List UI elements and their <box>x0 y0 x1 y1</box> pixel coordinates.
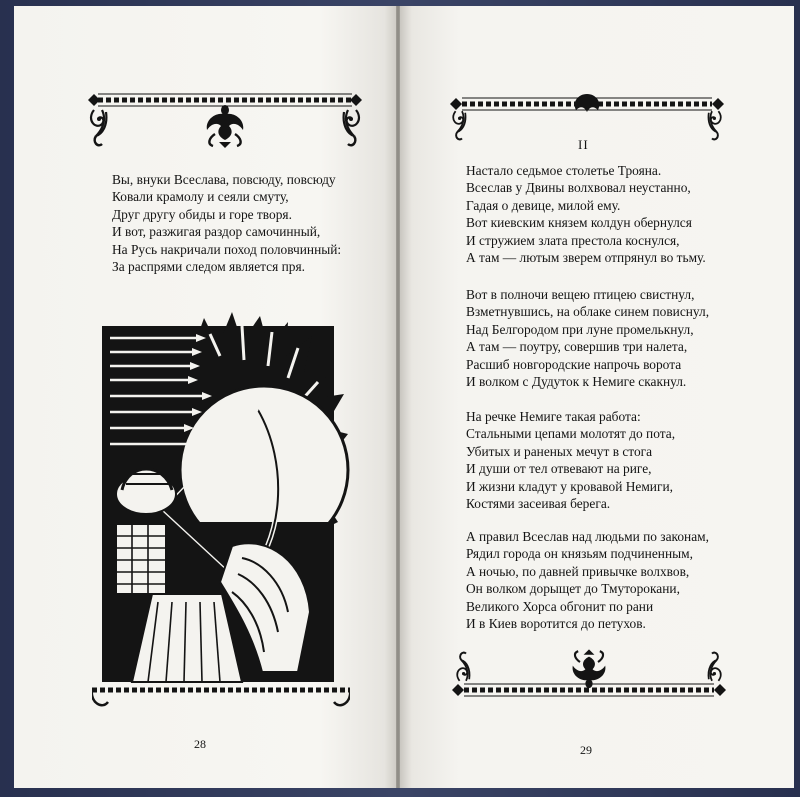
poem-line: И жизни кладут у кровавой Немиги, <box>466 478 673 494</box>
poem-line: А ночью, по давней привычке волхвов, <box>466 563 690 579</box>
page-number: 28 <box>194 737 206 751</box>
poem-stanza <box>112 171 341 275</box>
archer-illustration <box>92 312 350 714</box>
poem-line: Стальными цепами молотят до пота, <box>466 426 676 442</box>
poem-line: Костями засеивая берега. <box>466 496 611 512</box>
poem-line: За распрями следом является пря. <box>112 259 305 275</box>
top-ornament-left-page <box>80 90 370 156</box>
right-page <box>400 6 794 788</box>
poem-line: Настало седьмое столетье Трояна. <box>466 163 662 178</box>
poem-line: Гадая о девице, милой ему. <box>466 197 621 213</box>
poem-line: Ковали крамолу и сеяли смуту, <box>112 189 289 205</box>
poem-line: И в Киев воротится до петухов. <box>466 616 646 632</box>
poem-line: Друг другу обиды и горе творя. <box>112 206 292 222</box>
poem-line: Всеслав у Двины волхвовал неустанно, <box>466 180 691 196</box>
poem-line: Над Белгородом при луне промелькнул, <box>466 321 694 337</box>
poem-stanza <box>466 286 709 390</box>
poem-line: Взметнувшись, на облаке синем повиснул, <box>466 304 710 320</box>
chapter-number: II <box>578 137 589 152</box>
poem-line: И вот, разжигая раздор самочинный, <box>112 224 321 240</box>
poem-line: Вот в полночи вещею птицею свистнул, <box>466 287 695 302</box>
poem-line: А там — лютым зверем отпрянул во тьму. <box>466 250 706 266</box>
poem-line: Расшиб новгородские напрочь ворота <box>466 356 682 372</box>
poem-stanza <box>466 408 675 512</box>
poem-line: Он волком дорыщет до Тмуторокани, <box>466 581 680 597</box>
poem-stanza <box>466 528 709 632</box>
poem-line: И души от тел отвевают на риге, <box>466 461 652 477</box>
poem-line: Великого Хорса обгонит по рани <box>466 598 654 614</box>
poem-line: Вот киевским князем колдун обернулся <box>466 215 692 231</box>
poem-line: На Русь накричали поход половчинный: <box>112 241 342 257</box>
page-number: 29 <box>580 743 592 757</box>
left-page <box>14 6 396 788</box>
poem-line: И стружием злата престола коснулся, <box>466 232 680 248</box>
poem-line: На речке Немиге такая работа: <box>466 409 641 424</box>
poem-line: Убитых и раненых мечут в стога <box>466 443 653 459</box>
poem-line: А там — поутру, совершив три налета, <box>466 339 688 355</box>
poem-stanza <box>466 162 706 266</box>
poem-line: И волком с Дудуток к Немиге скакнул. <box>466 374 687 390</box>
poem-line: Вы, внуки Всеслава, повсюду, повсюду <box>112 172 336 187</box>
top-ornament-right-page <box>444 92 730 142</box>
poem-line: Рядил города он князьям подчиненным, <box>466 546 693 562</box>
poem-line: А правил Всеслав над людьми по законам, <box>466 529 709 544</box>
bottom-ornament-right-page <box>446 640 732 700</box>
